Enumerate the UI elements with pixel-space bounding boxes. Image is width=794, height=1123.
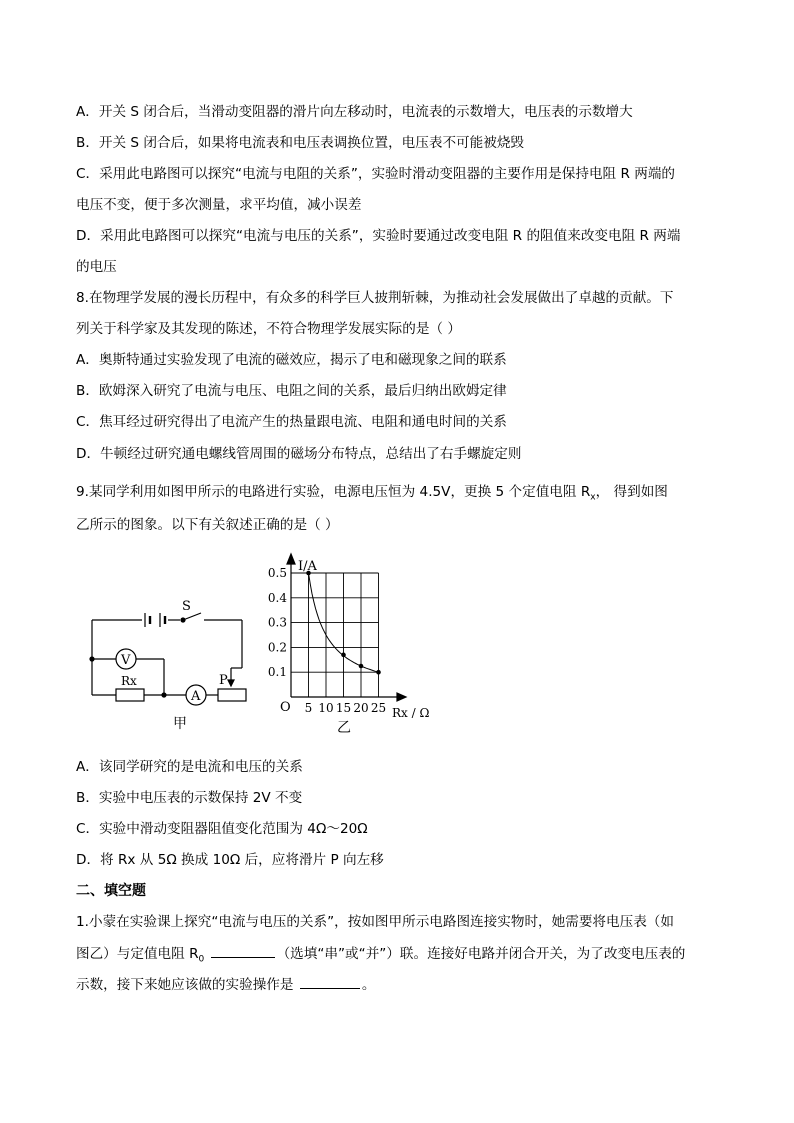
switch-label: S [182,599,191,614]
q9-option-b: B．实验中电压表的示数保持 2V 不变 [76,790,303,806]
q7-option-c: C．采用此电路图可以探究“电流与电阻的关系”，实验时滑动变阻器的主要作用是保持电阻 R 两端的 [76,166,676,182]
q7-option-c-cont: 电压不变，便于多次测量，求平均值，减小误差 [76,197,362,213]
fill-q1-line1: 1.小蒙在实验课上探究“电流与电压的关系”，按如图甲所示电路图连接实物时，她需要将电压表（如 [76,914,674,930]
r0-subscript: 0 [198,954,205,965]
fill-q1-line3 [76,974,375,995]
x-tick-label: 15 [335,701,352,715]
fill-q1-text-d: 。 [361,977,376,993]
q9-stem [76,482,668,508]
graph-origin: O [280,700,291,715]
graph-caption: 乙 [337,720,351,736]
q9-stem-text: 9.某同学利用如图甲所示的电路进行实验，电源电压恒为 4.5V，更换 5 个定值电阻 R [76,484,591,500]
data-point [376,670,381,675]
q7-option-a: A．开关 S 闭合后，当滑动变阻器的滑片向左移动时，电流表的示数增大，电压表的示数增大 [76,104,633,120]
q9-stem-cont: 乙所示的图象。以下有关叙述正确的是（ ） [76,517,339,533]
ammeter-label: A [191,689,201,704]
resistor-label: Rx [121,674,137,688]
y-tick-label: 0.2 [267,640,287,655]
x-tick-label: 10 [318,701,334,715]
circuit-caption: 甲 [173,716,187,732]
y-tick-label: 0.1 [267,665,287,680]
q9-option-a: A．该同学研究的是电流和电压的关系 [76,759,303,775]
fill-q1-text-b: （选填“串”或“并”）联。连接好电路并闭合开关，为了改变电压表的 [276,946,686,962]
q9-option-c: C．实验中滑动变阻器阻值变化范围为 4Ω～20Ω [76,821,368,837]
q8-option-d: D．牛顿经过研究通电螺线管周围的磁场分布特点，总结出了右手螺旋定则 [76,446,522,462]
graph [268,554,406,715]
q8-stem-cont: 列关于科学家及其发现的陈述，不符合物理学发展实际的是（ ） [76,321,461,337]
x-tick-label: 20 [353,701,369,715]
x-tick-label: 5 [304,701,313,715]
q8-option-c: C．焦耳经过研究得出了电流产生的热量跟电流、电阻和通电时间的关系 [76,414,507,430]
circuit-diagram [90,613,246,705]
section-title: 二、填空题 [76,883,146,899]
q8-stem: 8.在物理学发展的漫长历程中，有众多的科学巨人披荆斩棘，为推动社会发展做出了卓越的贡献。下 [76,290,674,306]
q7-option-d: D．采用此电路图可以探究“电流与电压的关系”，实验时要通过改变电阻 R 的阻值来改变电阻 R 两端 [76,228,681,244]
q9-stem-text-b: ， 得到如图 [595,484,668,500]
fill-q1-text: 图乙）与定值电阻 R [76,946,199,962]
fill-q1-text-c: 示数，接下来她应该做的实验操作是 [76,977,294,993]
q8-option-a: A．奥斯特通过实验发现了电流的磁效应，揭示了电和磁现象之间的联系 [76,352,507,368]
q9-figures [0,550,794,750]
graph-ylabel: I/A [298,559,317,574]
q9-stem-subscript: x [590,492,596,503]
y-tick-label: 0.3 [267,615,287,630]
data-point [359,664,364,669]
voltmeter-label: V [121,653,131,668]
fill-q1-line2 [76,943,685,970]
q7-option-d-cont: 的电压 [76,259,117,275]
graph-xlabel: Rx / Ω [392,706,430,720]
y-tick-label: 0.4 [267,590,287,605]
answer-blank-1[interactable] [211,943,275,958]
answer-blank-2[interactable] [300,974,360,989]
x-tick-label: 25 [370,701,387,715]
data-point [341,653,346,658]
y-tick-label: 0.5 [267,566,287,580]
slider-label: P [219,673,228,688]
q9-option-d: D．将 Rx 从 5Ω 换成 10Ω 后，应将滑片 P 向左移 [76,852,384,868]
q7-option-b: B．开关 S 闭合后，如果将电流表和电压表调换位置，电压表不可能被烧毁 [76,135,525,151]
q8-option-b: B．欧姆深入研究了电流与电压、电阻之间的关系，最后归纳出欧姆定律 [76,383,507,399]
